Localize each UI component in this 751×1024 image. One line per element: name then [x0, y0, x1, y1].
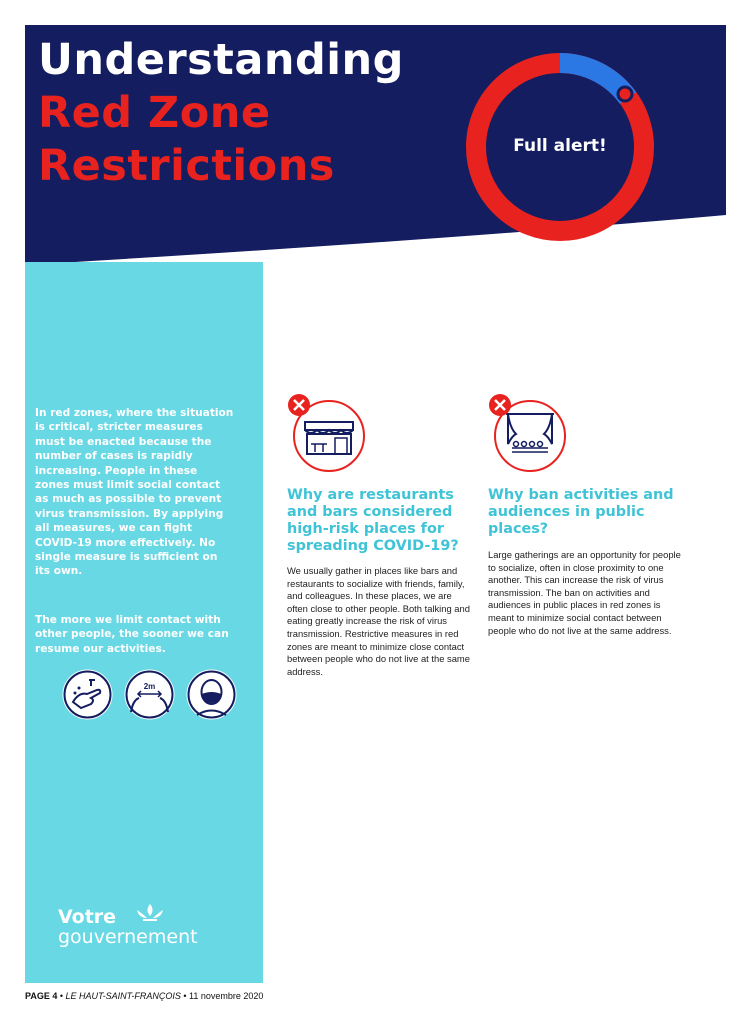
- sidebar-paragraph-1: In red zones, where the situation is critical, stricter measures must be enacted because the number of cases is rapidly increasing. People in these zones must limit social contact as much as possible to prevent virus transmission. By applying all measures, we can fight COVID-19 more effectively. No single measure is sufficient on its own.: [35, 407, 234, 578]
- sidebar-paragraph-2: The more we limit contact with other people, the sooner we can resume our activities.: [35, 614, 229, 655]
- alert-label: Full alert!: [513, 136, 607, 156]
- logo-line-1: Votre: [58, 906, 117, 928]
- title-line-2: Red Zone: [38, 88, 271, 138]
- page-footer: PAGE 4 • LE HAUT-SAINT-FRANÇOIS • 11 novembre 2020: [25, 991, 264, 1001]
- title-line-3: Restrictions: [38, 141, 335, 191]
- footer-page-number: PAGE 4: [25, 991, 58, 1001]
- page-title: [38, 34, 404, 193]
- footer-date: 11 novembre 2020: [189, 991, 264, 1001]
- restaurants-body: We usually gather in places like bars and restaurants to socialize with friends, family, and colleagues. In these places, we are often close to other people. Both talking and eating greatly increase the risk of virus transmission. Restrictive measures in red zones are meant to minimize close contact between people who do not live at the same address.: [287, 565, 470, 677]
- government-logo: [58, 906, 218, 956]
- theatre-prohibited-icon: [488, 392, 568, 474]
- public-places-body: Large gatherings are an opportunity for people to socialize, often in close proximity to one another. This can increase the risk of virus transmission. The ban on activities and audiences in public places in red zones is meant to minimize social contact between people who do not live at the same address.: [488, 549, 681, 636]
- restaurants-heading: Why are restaurants and bars considered high-risk places for spreading COVID-19?: [287, 487, 459, 554]
- prevention-icons: [61, 668, 241, 722]
- distancing-2m-icon: [123, 668, 176, 721]
- face-mask-icon: [185, 668, 238, 721]
- logo-line-2: gouvernement: [58, 926, 198, 948]
- footer-publication: LE HAUT-SAINT-FRANÇOIS: [65, 991, 181, 1001]
- restaurant-prohibited-icon: [287, 392, 367, 474]
- title-line-1: Understanding: [38, 35, 404, 85]
- hand-washing-icon: [61, 668, 114, 721]
- public-places-heading: Why ban activities and audiences in public places?: [488, 487, 674, 537]
- fleur-de-lis-icon: [133, 902, 167, 926]
- distance-label: 2m: [143, 682, 156, 691]
